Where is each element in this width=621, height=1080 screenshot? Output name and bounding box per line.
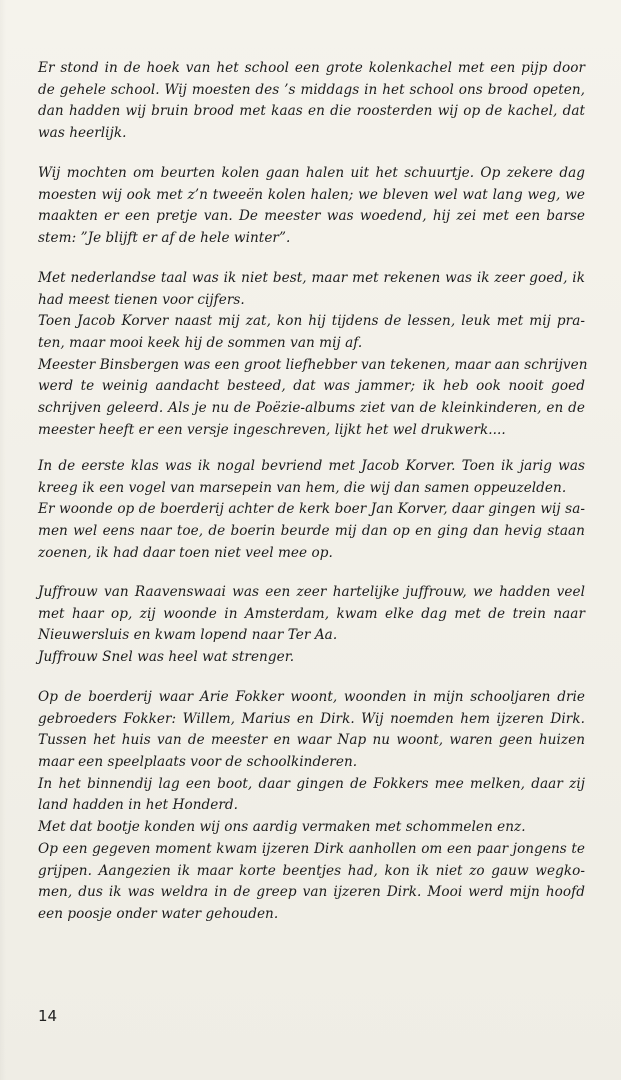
paragraph-5	[38, 582, 585, 669]
text-line: maar een speelplaats voor de schoolkinderen.	[38, 754, 358, 771]
text-line: men wel eens naar toe, de boerin beurde mij dan op en ging dan hevig staan	[38, 523, 585, 540]
text-line: Wij mochten om beurten kolen gaan halen uit het schuurtje. Op zekere dag	[38, 165, 585, 181]
page-number: 14	[38, 1007, 58, 1025]
paragraph-4	[38, 456, 585, 564]
text-line: Meester Binsbergen was een groot liefhebber van tekenen, maar aan schrijven	[38, 356, 588, 373]
text-line: maakten er een pretje van. De meester was woedend, hij zei met een barse	[38, 208, 585, 225]
text-line: gebroeders Fokker: Willem, Marius en Dirk. Wij noemden hem ijzeren Dirk.	[38, 710, 585, 727]
text-line: Toen Jacob Korver naast mij zat, kon hij tijdens de lessen, leuk met mij pra-	[38, 313, 585, 330]
paragraph-2	[38, 163, 585, 250]
text-line: Juffrouw Snel was heel wat strenger.	[38, 649, 295, 666]
text-line: Op de boerderij waar Arie Fokker woont, woonden in mijn schooljaren drie	[38, 689, 585, 705]
text-line: land hadden in het Honderd.	[38, 797, 239, 814]
text-line: Juffrouw van Raavenswaai was een zeer hartelijke juffrouw, we hadden veel	[38, 584, 585, 600]
paragraph-1	[38, 58, 585, 145]
text-line: Er woonde op de boerderij achter de kerk boer Jan Korver, daar gingen wij sa-	[38, 501, 585, 518]
text-line: Tussen het huis van de meester en waar Nap nu woont, waren geen huizen	[38, 732, 585, 749]
text-line: was heerlijk.	[38, 125, 127, 142]
text-line: Nieuwersluis en kwam lopend naar Ter Aa.	[38, 627, 338, 644]
text-line: met haar op, zij woonde in Amsterdam, kwam elke dag met de trein naar	[38, 605, 585, 622]
text-line: de gehele school. Wij moesten des ’s middags in het school ons brood opeten,	[38, 81, 585, 98]
text-line: Met nederlandse taal was ik niet best, maar met rekenen was ik zeer goed, ik	[38, 270, 585, 286]
text-line: een poosje onder water gehouden.	[38, 905, 279, 922]
text-line: schrijven geleerd. Als je nu de Poëzie-albums ziet van de kleinkinderen, en de	[38, 400, 585, 417]
text-line: had meest tienen voor cijfers.	[38, 291, 245, 308]
text-line: grijpen. Aangezien ik maar korte beentjes had, kon ik niet zo gauw wegko-	[38, 862, 585, 879]
text-line: ten, maar mooi keek hij de sommen van mij af.	[38, 335, 363, 352]
paragraph-6	[38, 687, 585, 926]
text-line: dan hadden wij bruin brood met kaas en die roosterden wij op de kachel, dat	[38, 103, 585, 120]
text-line: werd te weinig aandacht besteed, dat was jammer; ik heb ook nooit goed	[38, 378, 585, 395]
text-line: Met dat bootje konden wij ons aardig vermaken met schommelen enz.	[38, 819, 526, 836]
text-line: Op een gegeven moment kwam ijzeren Dirk aanhollen om een paar jongens te	[38, 840, 585, 857]
paragraph-3	[38, 268, 588, 442]
text-line: meester heeft er een versje ingeschreven, lijkt het wel drukwerk....	[38, 421, 506, 438]
text-line: In de eerste klas was ik nogal bevriend met Jacob Korver. Toen ik jarig was	[38, 458, 585, 474]
text-line: stem: ”Je blijft er af de hele winter”.	[38, 230, 291, 247]
text-line: men, dus ik was weldra in de greep van ijzeren Dirk. Mooi werd mijn hoofd	[38, 884, 585, 901]
text-line: zoenen, ik had daar toen niet veel mee op.	[38, 544, 333, 561]
text-line: Er stond in de hoek van het school een grote kolenkachel met een pijp door	[38, 60, 585, 76]
text-line: kreeg ik een vogel van marsepein van hem, die wij dan samen oppeuzelden.	[38, 479, 567, 496]
text-line: moesten wij ook met z’n tweeën kolen halen; we bleven wel wat lang weg, we	[38, 186, 585, 203]
text-line: In het binnendij lag een boot, daar gingen de Fokkers mee melken, daar zij	[38, 775, 585, 792]
